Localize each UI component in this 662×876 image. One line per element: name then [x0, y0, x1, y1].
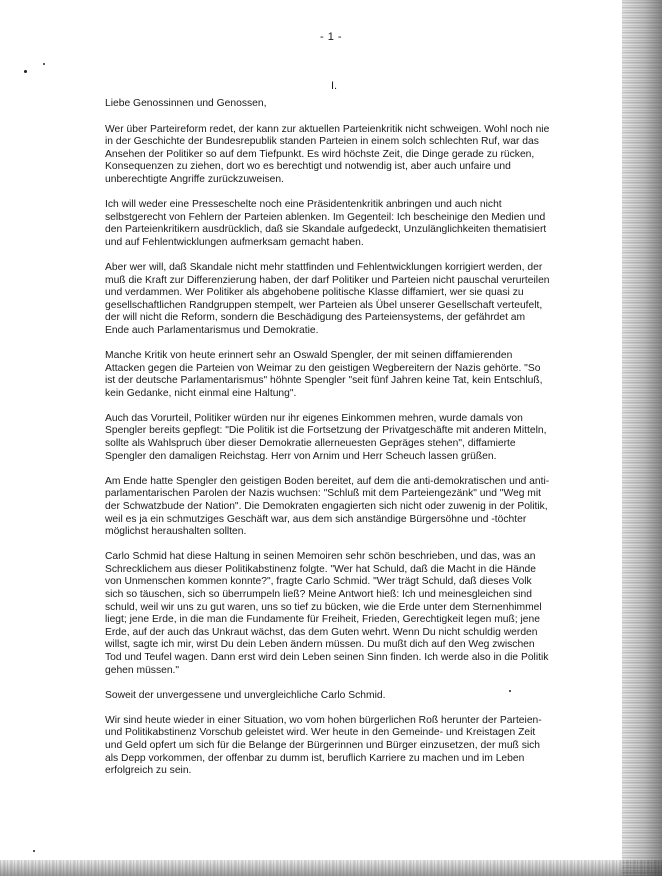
paragraph: Carlo Schmid hat diese Haltung in seinen Memoiren sehr schön beschrieben, und das, was an Schrecklichem aus dieser Politikabstinenz folgte. "Wer hat Schuld, daß die Macht in die Hände von Unmenschen kommen konnte?", fragte Carlo Schmid. "Wer trägt Schuld, daß dieses Volk sich so täuschen, sich so überrumpeln ließ? Meine Antwort hieß: Ich und meinesgleichen sind schuld, weil wir uns zu gut waren, uns so tief zu bücken, wie die Erde unter dem Sternenhimmel liegt; jene Erde, in die man die Fundamente für Freiheit, Frieden, Gerechtigkeit legen muß; jene Erde, auf der auch das Unkraut wächst, das dem Guten wehrt. Wenn Du nicht schuldig werden willst, sagte ich mir, wirst Du dein Leben ändern müssen. Du mußt dich auf den Weg zwischen Tod und Teufel wagen. Dann erst wird dein Leben seinen Sinn finden. Ich werde also in die Politik gehen müssen.": [105, 551, 549, 676]
letter-body: [105, 98, 550, 790]
paragraph: Auch das Vorurteil, Politiker würden nur ihr eigenes Einkommen mehren, wurde damals von Spengler bereits gepflegt: "Die Politik ist die Fortsetzung der Privatgeschäfte mit anderen Mitteln, sollte als Wahlspruch über dieser Demokratie allerneuesten Gepräges stehen", diffamierte Spengler den damaligen Reichstag. Herr von Arnim und Herr Scheuch lassen grüßen.: [105, 412, 547, 462]
paragraph: Aber wer will, daß Skandale nicht mehr stattfinden und Fehlentwicklungen korrigiert werden, der muß die Kraft zur Differenzierung haben, der darf Politiker und Parteien nicht pauschal verurteilen und verdammen. Wer Politiker als abgehobene politische Klasse diffamiert, wer sie quasi zu gesellschaftlichen Randgruppen stempelt, wer Parteien als Übel unserer Gesellschaft verteufelt, der will nicht die Reform, sondern die Beschädigung des Parteiensystems, der gefährdet am Ende auch Parlamentarismus und Demokratie.: [105, 261, 550, 336]
scan-speck: [33, 850, 35, 852]
paragraph: Am Ende hatte Spengler den geistigen Boden bereitet, auf dem die anti-demokratischen und anti-parlamentarischen Parolen der Nazis wuchsen: "Schluß mit dem Parteiengezänk" und "Weg mit der Schwatzbude der Nation". Die Demokraten engagierten sich nicht oder zuwenig in der Politik, weil es ja ein schmutziges Geschäft war, aus dem sich anständige Bürgersöhne und -töchter möglichst heraushalten sollten.: [105, 475, 550, 538]
paragraph: Ich will weder eine Presseschelte noch eine Präsidentenkritik anbringen und auch nicht selbstgerecht von Fehlern der Parteien ablenken. Im Gegenteil: Ich bescheinige den Medien und den Parteienkritikern ausdrücklich, daß sie Skandale aufgedeckt, Unzulänglichkeiten thematisiert und auf Fehlentwicklungen aufmerksam gemacht haben.: [105, 199, 547, 248]
paragraph: Soweit der unvergessene und unvergleichliche Carlo Schmid.: [105, 689, 386, 701]
scan-edge-noise-right: [622, 0, 662, 876]
scan-speck: [24, 70, 27, 73]
paragraph: Wer über Parteireform redet, der kann zur aktuellen Parteienkritik nicht schweigen. Wohl noch nie in der Geschichte der Bundesrepublik standen Parteien in einem solch schlechten Ruf, war das Ansehen der Politiker so auf dem Tiefpunkt. Es wird höchste Zeit, die Dinge gerade zu rücken, Konsequenzen zu ziehen, dort wo es berechtigt und notwendig ist, aber auch unfaire und unberechtigte Angriffe zurückzuweisen.: [105, 123, 550, 185]
scan-speck: [43, 63, 45, 65]
salutation: Liebe Genossinnen und Genossen,: [105, 98, 267, 109]
paragraph: Wir sind heute wieder in einer Situation, wo vom hohen bürgerlichen Roß herunter der Parteien- und Politikabstinenz Vorschub geleistet wird. Wer heute in den Gemeinde- und Kreistagen Zeit und Geld opfert um sich für die Belange der Bürgerinnen und Bürger einzusetzen, der muß sich als Depp vorkommen, der offenbar zu dumm ist, beruflich Karriere zu machen und im Leben erfolgreich zu sein.: [105, 714, 542, 777]
paragraph: Manche Kritik von heute erinnert sehr an Oswald Spengler, der mit seinen diffamierenden Attacken gegen die Parteien von Weimar zu den geistigen Wegbereitern der Nazis gehörte. "So ist der deutsche Parlamentarismus" höhnte Spengler "seit fünf Jahren keine Tat, kein Entschluß, kein Gedanke, nicht einmal eine Haltung".: [105, 350, 543, 399]
section-mark: I.: [331, 80, 338, 92]
page-number: - 1 -: [319, 31, 343, 43]
scan-edge-noise-bottom: [0, 860, 662, 876]
